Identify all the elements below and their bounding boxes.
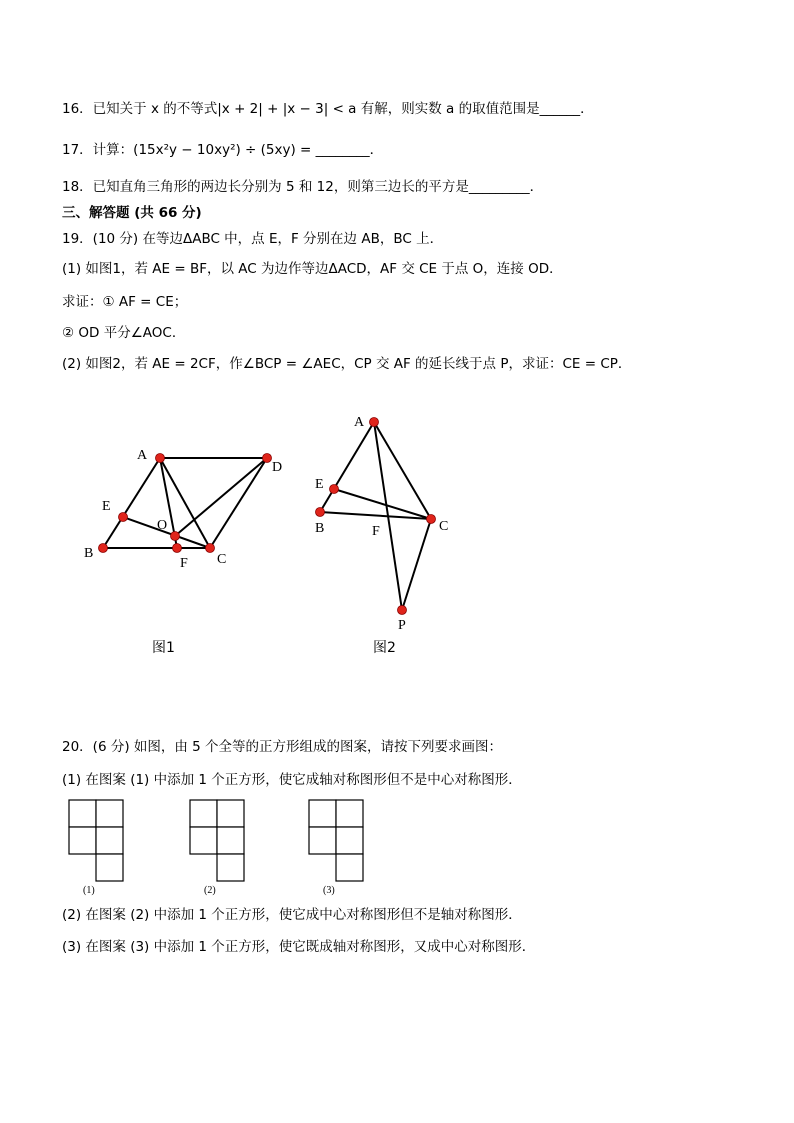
point-D — [263, 454, 272, 463]
question-19-prove2: ② OD 平分∠AOC． — [62, 325, 186, 341]
point-C — [206, 544, 215, 553]
square-pattern-2 — [187, 797, 257, 907]
label-D: D — [272, 460, 283, 475]
question-17: 17．计算：(15x²y − 10xy²) ÷ (5xy) = ________． — [62, 142, 384, 158]
question-19-part2: (2) 如图2，若 AE = 2CF，作∠BCP = ∠AEC，CP 交 AF 的延长线于点 P，求证：CE = CP． — [62, 356, 632, 372]
question-20-part1: (1) 在图案 (1) 中添加 1 个正方形，使它成轴对称图形但不是中心对称图形． — [62, 772, 522, 788]
point-E — [330, 485, 339, 494]
point-B — [99, 544, 108, 553]
figure-2 — [305, 405, 465, 635]
pattern-2-label: (2) — [204, 885, 216, 896]
question-20-part3: (3) 在图案 (3) 中添加 1 个正方形，使它既成轴对称图形，又成中心对称图形． — [62, 939, 536, 955]
point-F — [173, 544, 182, 553]
label-A: A — [137, 448, 148, 463]
label-B: B — [84, 546, 94, 561]
label-E: E — [315, 477, 324, 492]
point-P — [398, 606, 407, 615]
point-O — [171, 532, 180, 541]
section-3-title: 三、解答题 (共 66 分) — [62, 205, 202, 221]
label-B: B — [315, 521, 325, 536]
point-A — [156, 454, 165, 463]
label-A: A — [354, 415, 365, 430]
question-20-part2: (2) 在图案 (2) 中添加 1 个正方形，使它成中心对称图形但不是轴对称图形． — [62, 907, 522, 923]
label-P: P — [398, 618, 406, 633]
question-19-part1: (1) 如图1，若 AE = BF，以 AC 为边作等边ΔACD，AF 交 CE 于点 O，连接 OD． — [62, 261, 563, 277]
figure-1-caption: 图1 — [152, 640, 175, 656]
pattern-3-label: (3) — [323, 885, 335, 896]
label-F: F — [180, 556, 188, 571]
figure-2-caption: 图2 — [373, 640, 396, 656]
question-20-intro: 20．(6 分) 如图，由 5 个全等的正方形组成的图案，请按下列要求画图： — [62, 739, 503, 755]
square-pattern-3 — [306, 797, 376, 907]
question-16: 16．已知关于 x 的不等式|x + 2| + |x − 3| < a 有解，则实数 a 的取值范围是______． — [62, 101, 594, 117]
pattern-1-label: (1) — [83, 885, 95, 896]
figure-1 — [80, 440, 300, 590]
label-C: C — [439, 519, 449, 534]
question-18: 18．已知直角三角形的两边长分别为 5 和 12，则第三边长的平方是_________． — [62, 179, 544, 195]
label-C: C — [217, 552, 227, 567]
question-19-intro: 19．(10 分) 在等边ΔABC 中，点 E，F 分别在边 AB，BC 上． — [62, 231, 444, 247]
point-B — [316, 508, 325, 517]
question-19-prove1: 求证：① AF = CE； — [62, 294, 188, 310]
label-E: E — [102, 499, 111, 514]
point-A — [370, 418, 379, 427]
point-C — [427, 515, 436, 524]
label-O: O — [157, 518, 168, 533]
label-F: F — [372, 524, 380, 539]
point-E — [119, 513, 128, 522]
square-pattern-1 — [66, 797, 136, 907]
